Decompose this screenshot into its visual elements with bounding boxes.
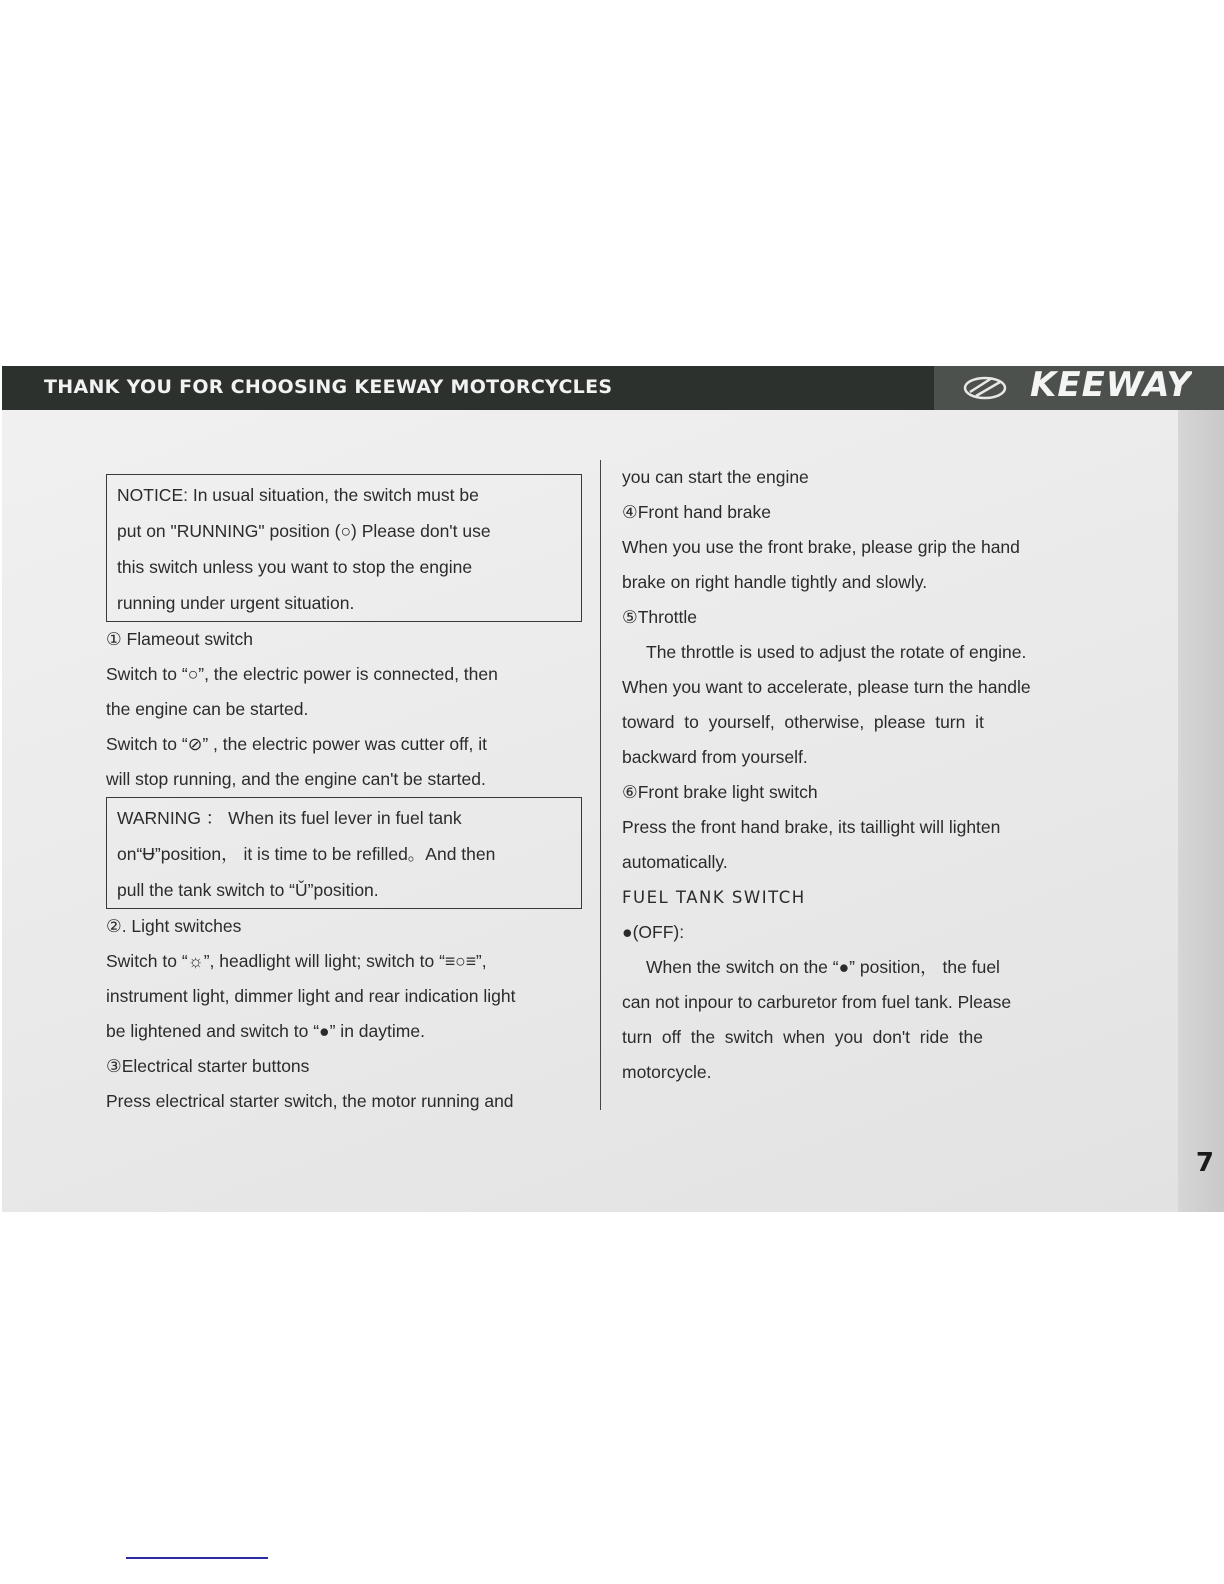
footnote-rule [126,1557,268,1559]
light-line: instrument light, dimmer light and rear indication light [106,986,516,1006]
throttle-line: backward from yourself. [622,747,808,767]
notice-line: NOTICE: In usual situation, the switch must be [117,485,479,505]
brake-light-heading: ⑥Front brake light switch [622,782,818,802]
header-title: THANK YOU FOR CHOOSING KEEWAY MOTORCYCLES [44,376,613,398]
brand-box [934,366,1224,410]
brake-light-line: automatically. [622,852,728,872]
starter-heading: ③Electrical starter buttons [106,1056,310,1076]
notice-line: this switch unless you want to stop the engine [117,557,473,577]
light-line: be lightened and switch to “●” in daytime. [106,1021,425,1041]
flameout-line: will stop running, and the engine can't be started. [106,769,486,789]
light-line: Switch to “☼”, headlight will light; switch to “≡○≡”, [106,951,487,971]
notice-line: put on "RUNNING" position (○) Please don't use [117,521,491,541]
throttle-line: When you want to accelerate, please turn the handle [622,677,1031,697]
flameout-line: Switch to “⊘” , the electric power was cutter off, it [106,734,488,754]
off-line: can not inpour to carburetor from fuel tank. Please [622,992,1012,1012]
off-line: turn off the switch when you don't ride the [622,1027,983,1047]
page-number: 7 [1195,1148,1214,1178]
starter-line: Press electrical starter switch, the motor running and [106,1091,514,1111]
off-heading: ●(OFF): [622,922,685,942]
flameout-heading: ① Flameout switch [106,629,253,649]
manual-page [2,366,1224,1212]
warning-line: on“Ʉ”position， it is time to be refilled。And then [117,844,496,864]
continued-line: you can start the engine [622,467,809,487]
light-heading: ②. Light switches [106,916,242,936]
brake-line: brake on right handle tightly and slowly. [622,572,928,592]
throttle-heading: ⑤Throttle [622,607,698,627]
column-divider [600,460,601,1110]
right-column [622,460,1094,1090]
off-line: motorcycle. [622,1062,712,1082]
warning-line: WARNING ： When its fuel lever in fuel tank [117,808,462,828]
flameout-line: the engine can be started. [106,699,309,719]
fuel-tank-heading: FUEL TANK SWITCH [622,888,806,907]
warning-line: pull the tank switch to “Ǔ”position. [117,880,379,900]
notice-line: running under urgent situation. [117,593,355,613]
side-strip [1178,410,1224,1212]
brake-line: When you use the front brake, please grip the hand [622,537,1020,557]
brake-heading: ④Front hand brake [622,502,771,522]
brand-name: KEEWAY [1030,368,1193,398]
off-line: When the switch on the “●” position， the fuel [646,957,1000,977]
flameout-line: Switch to “○”, the electric power is connected, then [106,664,498,684]
throttle-line: The throttle is used to adjust the rotate of engine. [646,642,1027,662]
left-column [106,474,582,1119]
throttle-line: toward to yourself, otherwise, please turn it [622,712,984,732]
keeway-logo-icon [962,372,1008,402]
page-header [2,366,1224,410]
brake-light-line: Press the front hand brake, its taillight will lighten [622,817,1001,837]
notice-box [106,474,582,622]
warning-box [106,797,582,909]
